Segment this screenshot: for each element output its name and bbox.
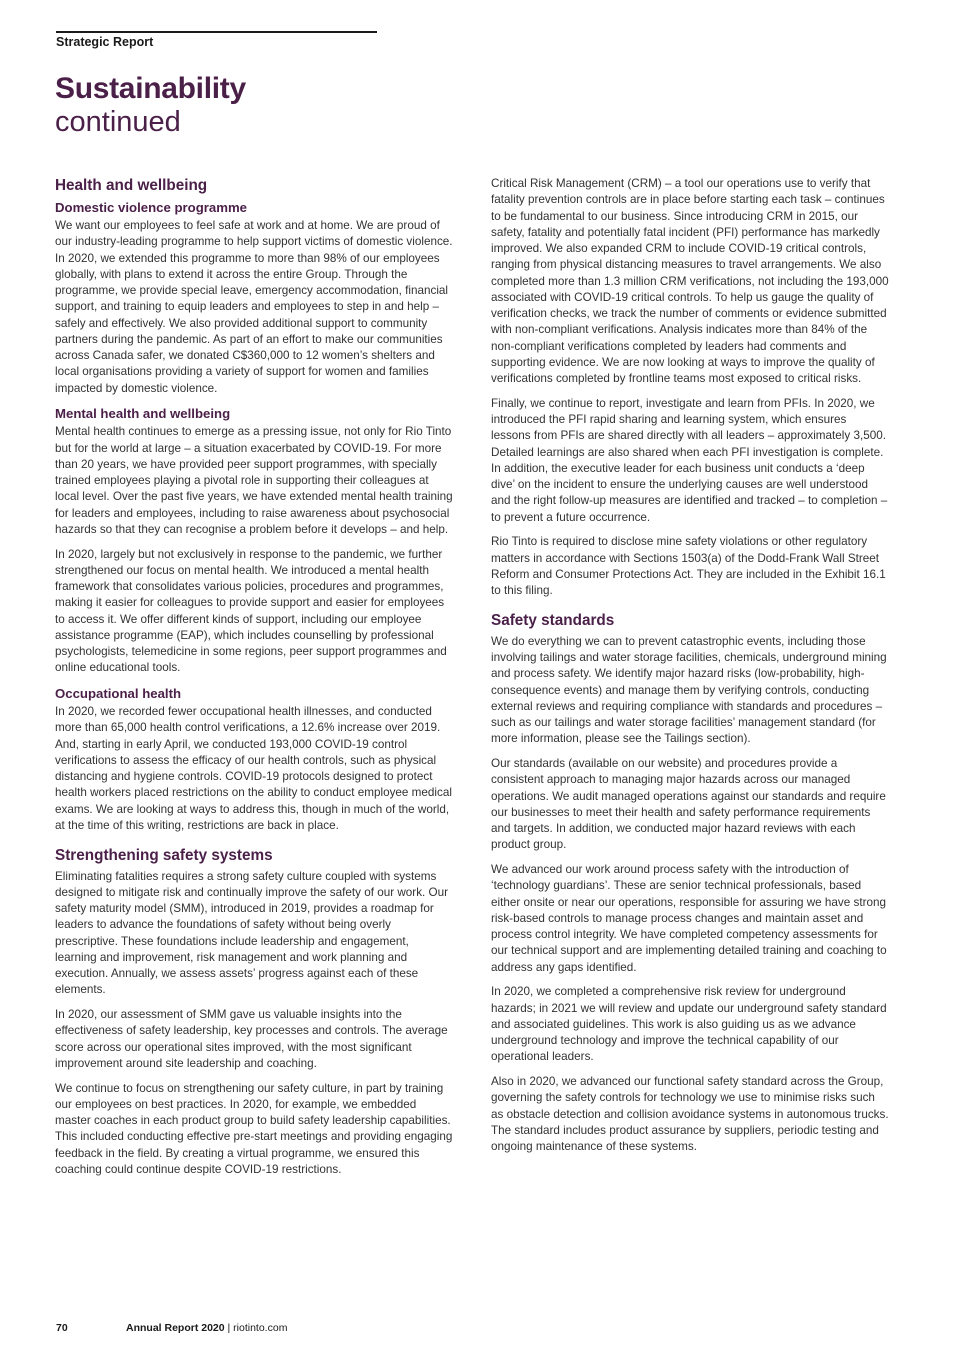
paragraph-occupational-health: In 2020, we recorded fewer occupational health illnesses, and conducted more than 65,000 health control verifications, a 12.6% increase over 2019. And, starting in early April, we conducted 193,000 COVID-19 control verifications to assess the efficacy of our health controls, such as physical distancing and hygiene controls. COVID-19 protocols designed to protect health workers placed restrictions on the ability to conduct employee medical exams. We are looking at ways to address this, though in much of the world, at the time of this writing, restrictions are back in place. <box>55 705 452 832</box>
heading-strengthening-safety: Strengthening safety systems <box>55 846 273 864</box>
paragraph-strengthening-1: Eliminating fatalities requires a strong safety culture coupled with systems designed to mitigate risk and continually improve the safety of our work. Our safety maturity model (SMM), introduced in 2019, provides a roadmap for leaders to advance the foundations of safety without being overly prescriptive. These foundations include leadership and engagement, learning and improvement, risk management and work planning and execution. Annually, we assess assets’ progress against each of these elements. <box>55 869 449 997</box>
report-name: Annual Report 2020 <box>126 1322 225 1334</box>
page-title: Sustainability <box>55 72 246 105</box>
page-subtitle: continued <box>55 106 181 138</box>
footer-separator: | <box>224 1322 234 1334</box>
left-column <box>55 176 453 1187</box>
paragraph-crm: Critical Risk Management (CRM) – a tool our operations use to verify that fatality prevention controls are in place before starting each task – continues to be fundamental to our business. Since introducing CRM in 2015, our safety, fatality and potentially fatal incident (PFI) performance has markedly improved. We also expanded CRM to include COVID-19 critical controls, ranging from physical distancing measures to travel arrangements. We also completed more than 1.3 million CRM verifications, not including the 193,000 associated with COVID-19 critical controls. To help us gauge the quality of verification checks, we track the number of comments or evidence submitted with non-compliant verifications. Analysis indicates more than 84% of the non-compliant verifications completed by leaders had comments and supporting evidence. We are now looking at ways to improve the quality of verifications completed by frontline teams most exposed to critical risks. <box>491 177 889 385</box>
page-number: 70 <box>56 1322 68 1334</box>
paragraph-dodd-frank: Rio Tinto is required to disclose mine safety violations or other regulatory matters in accordance with Sections 1503(a) of the Dodd-Frank Wall Street Reform and Consumer Protections Act. They are included in the Exhibit 16.1 to this filing. <box>491 535 886 597</box>
paragraph-domestic-violence: We want our employees to feel safe at work and at home. We are proud of our industry-leading programme to help support victims of domestic violence. In 2020, we extended this programme to more than 98% of our employees globally, with plans to extend it across the entire Group. Through the programme, we provide special leave, emergency accommodation, financial support, and training to equip leaders and employees to step in and help – safely and effectively. We also provided additional support to community partners during the pandemic. As part of an effort to make our communities across Canada safer, we donated C$360,000 to 12 women’s shelters and local organisations providing a variety of support for women and families impacted by domestic violence. <box>55 219 453 395</box>
heading-mental-health: Mental health and wellbeing <box>55 406 231 422</box>
heading-health-wellbeing: Health and wellbeing <box>55 177 208 194</box>
right-column <box>491 176 889 1164</box>
paragraph-mental-health-2: In 2020, largely but not exclusively in response to the pandemic, we further strengthened our focus on mental health. We introduced a mental health framework that consolidates various policies, procedures and programmes, making it easier for colleagues to provide support and easier for employees to access it. We offer different kinds of support, including our employee assistance programme (EAP), which includes counselling by professional psychologists, telemedicine in some regions, peer support programmes and online educational tools. <box>55 547 447 675</box>
paragraph-standards-1: We do everything we can to prevent catastrophic events, including those involving tailings and water storage facilities, chemicals, underground mining and process safety. We identify major hazard risks (low-probability, high-consequence events) and manage them by verifying controls, conducting external reviews and requiring compliance with standards and procedures – such as our tailings and water storage facilities’ management standard (for more information, please see the Tailings section). <box>491 634 887 746</box>
heading-domestic-violence: Domestic violence programme <box>55 200 248 215</box>
section-label: Strategic Report <box>56 35 154 49</box>
paragraph-pfi: Finally, we continue to report, investigate and learn from PFIs. In 2020, we introduced the PFI rapid sharing and learning system, which ensures lessons from PFIs are shared directly with all leaders – approximately 3,500. Detailed learnings are also shared when each PFI investigation is complete. In addition, the executive leader for each business unit conducts a ‘deep dive’ on the incident to ensure the underlying causes are well understood and the right follow-up measures are identified and tracked – to completion – to prevent a future occurrence. <box>491 396 888 524</box>
paragraph-standards-5: Also in 2020, we advanced our functional safety standard across the Group, governing the safety controls for technology we use to minimise risks such as obstacle detection and collision avoidance systems in autonomous trucks. The standard includes product assurance by suppliers, periodic testing and ongoing maintenance of these systems. <box>491 1075 889 1153</box>
paragraph-standards-2: Our standards (available on our website) and procedures provide a consistent approach to managing major hazards across our managed operations. We audit managed operations against our standards and require our businesses to meet their health and safety performance requirements and targets. In addition, we conducted major hazard reviews with each product group. <box>491 757 886 852</box>
website-link[interactable]: riotinto.com <box>233 1322 288 1334</box>
heading-occupational-health: Occupational health <box>55 686 182 701</box>
paragraph-strengthening-3: We continue to focus on strengthening our safety culture, in part by training our employees on best practices. In 2020, for example, we embedded master coaches in each product group to build safety leadership capabilities. This included conducting effective pre-start meetings and providing engaging feedback in the field. By creating a virtual programme, we ensured this coaching could continue despite COVID-19 restrictions. <box>55 1081 453 1176</box>
paragraph-strengthening-2: In 2020, our assessment of SMM gave us valuable insights into the effectiveness of safety leadership, key processes and controls. The average score across our operational sites improved, with the most significant improvement around site leadership and coaching. <box>55 1008 448 1070</box>
paragraph-standards-4: In 2020, we completed a comprehensive risk review for underground hazards; in 2021 we will review and update our underground safety standard and associated guidelines. This work is also guiding us as we advance underground technology and improve the technical capability of our operational leaders. <box>491 985 887 1064</box>
page-footer <box>56 1322 287 1334</box>
header-rule <box>56 31 377 33</box>
heading-safety-standards: Safety standards <box>491 611 615 629</box>
paragraph-standards-3: We advanced our work around process safety with the introduction of ‘technology guardians’. These are senior technical professionals, based either onsite or near our operations, responsible for assuring we have strong risk-based controls to manage process changes and maintain asset and process control integrity. We have completed competency assessments for our technical support and are implementing detailed training and coaching to address any gaps identified. <box>491 863 887 974</box>
paragraph-mental-health-1: Mental health continues to emerge as a pressing issue, not only for Rio Tinto but for the world at large – a situation exacerbated by COVID-19. For more than 20 years, we have provided peer support programmes, with specially trained employees playing a pivotal role in supporting their colleagues at local level. Over the past five years, we have extended mental health training for leaders and employees, including to raise awareness about psychosocial hazards so that they can recognise a problem before it develops – and help. <box>55 425 453 536</box>
